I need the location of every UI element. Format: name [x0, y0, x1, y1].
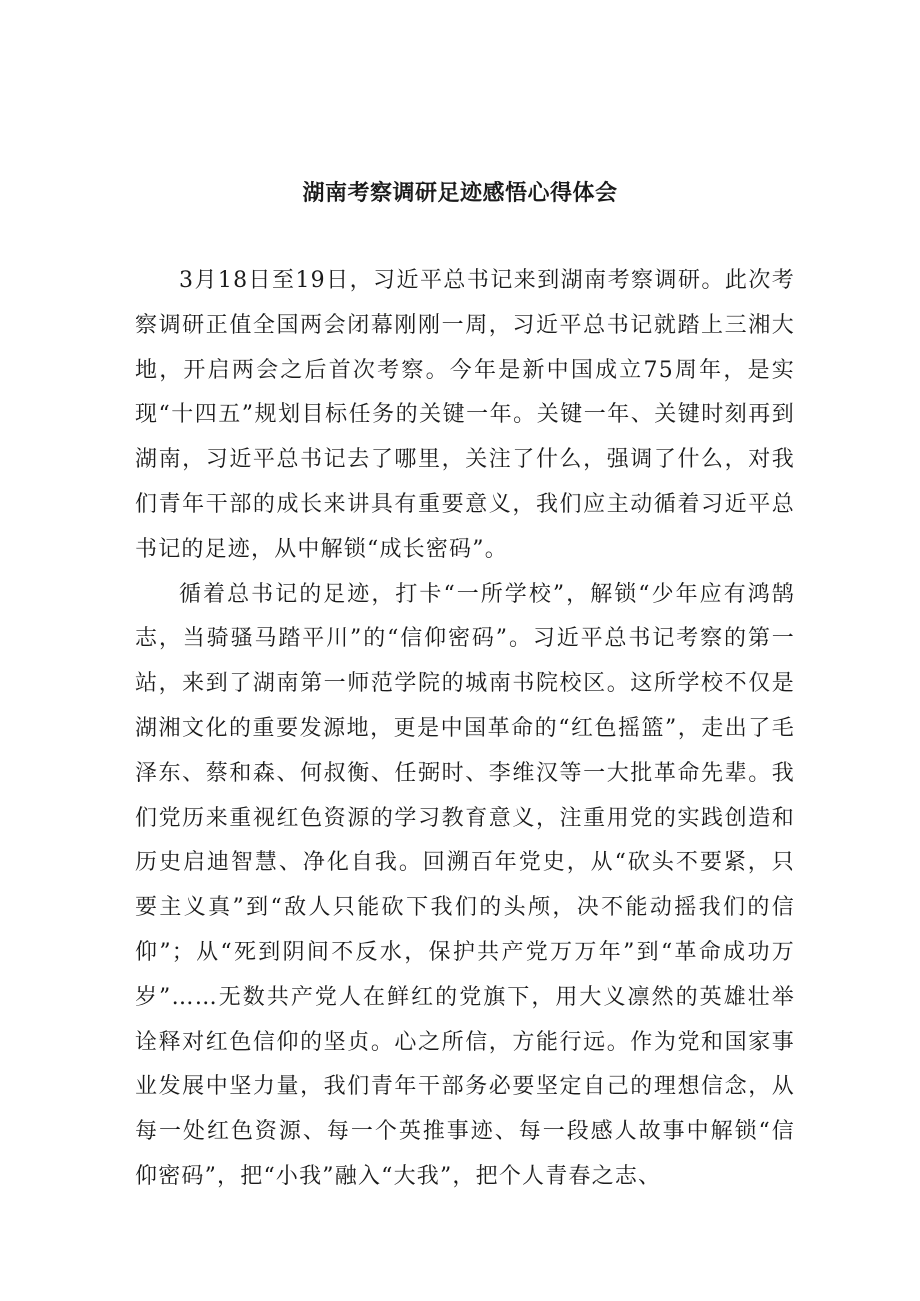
- paragraph-1: 3月18日至19日，习近平总书记来到湖南考察调研。此次考察调研正值全国两会闭幕刚刚一周，习近平总书记就踏上三湘大地，开启两会之后首次考察。今年是新中国成立75周年，是实现“十四五”规划目标任务的关键一年。关键一年、关键时刻再到湖南，习近平总书记去了哪里，关注了什么，强调了什么，对我们青年干部的成长来讲具有重要意义，我们应主动循着习近平总书记的足迹，从中解锁“成长密码”。: [135, 268, 795, 562]
- document-body: [135, 259, 795, 1200]
- document-title: 湖南考察调研足迹感悟心得体会: [302, 181, 618, 206]
- paragraph-2: 循着总书记的足迹，打卡“一所学校”，解锁“少年应有鸿鹄志，当骑骚马踏平川”的“信仰密码”。习近平总书记考察的第一站，来到了湖南第一师范学院的城南书院校区。这所学校不仅是湖湘文化的重要发源地，更是中国革命的“红色摇篮”，走出了毛泽东、蔡和森、何叔衡、任弼时、李维汉等一大批革命先辈。我们党历来重视红色资源的学习教育意义，注重用党的实践创造和历史启迪智慧、净化自我。回溯百年党史，从“砍头不要紧，只要主义真”到“敌人只能砍下我们的头颅，决不能动摇我们的信仰”；从“死到阴间不反水，保护共产党万万年”到“革命成功万岁”……无数共产党人在鲜红的党旗下，用大义凛然的英雄壮举诠释对红色信仰的坚贞。心之所信，方能行远。作为党和国家事业发展中坚力量，我们青年干部务必要坚定自己的理想信念，从每一处红色资源、每一个英推事迹、每一段感人故事中解锁“信仰密码”，把“小我”融入“大我”，把个人青春之志、: [135, 581, 795, 1189]
